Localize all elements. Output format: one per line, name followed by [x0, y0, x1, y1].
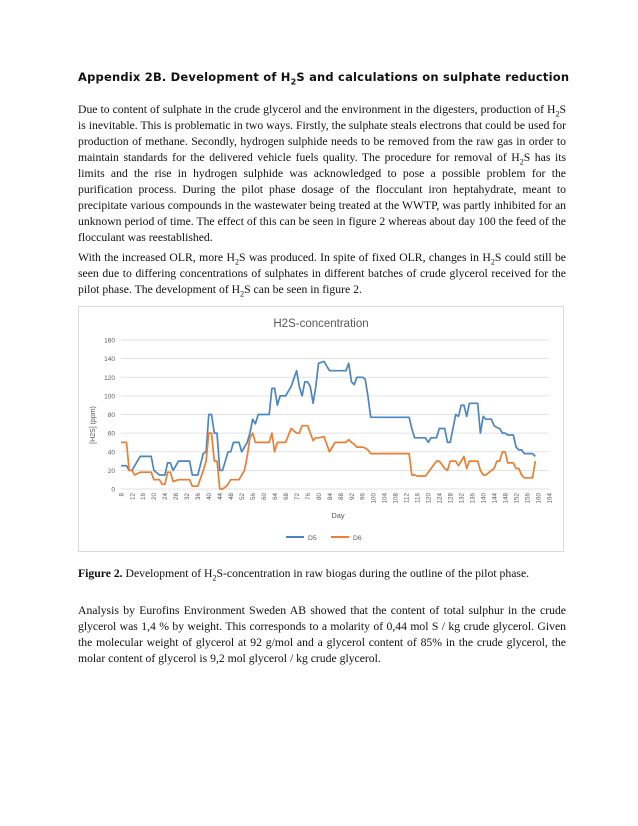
paragraph-sulphate-intro: Due to content of sulphate in the crude glycerol and the environment in the digesters, production of $H_2S$ is inevitable. This is problematic in two ways. Firstly, the sulphate steals electrons that could be used for production of methane. Secondly, hydrogen sulphide needs to be removed from the raw gas in order to maintain standards for the delivered vehicle fuels quality. The procedure for removal of $H_2S$ has its limits and the rise in hydrogen sulphide was acknowledged to pose a possible problem for the purification process. During the pilot phase dosage of the flocculant iron heptahydrate, meant to precipitate various compounds in the wastewater being treated at the WWTP, was partly inhibited for an unknown period of time. The effect of this can be seen in figure 2 whereas about day 100 the feed of the flocculant was reestablished.	[78, 103, 567, 244]
x-tick-label: 12	[129, 493, 137, 501]
appendix-heading: Appendix 2B. Development of $H_2S$ and calculations on sulphate reduction	[78, 70, 570, 87]
x-tick-label: 136	[469, 493, 477, 504]
x-tick-label: 80	[315, 493, 323, 501]
x-tick-label: 144	[491, 493, 499, 504]
y-tick-label: 80	[107, 412, 115, 419]
chart-title: H2S-concentration	[273, 318, 369, 330]
h2s-concentration-chart	[79, 307, 563, 551]
legend-label-d5: D5	[308, 535, 317, 542]
x-tick-label: 52	[239, 493, 247, 501]
x-tick-label: 156	[524, 493, 532, 504]
x-tick-label: 104	[381, 493, 389, 504]
x-tick-label: 56	[249, 493, 257, 501]
x-tick-label: 132	[458, 493, 466, 504]
x-tick-label: 64	[271, 493, 279, 501]
x-tick-label: 16	[140, 493, 148, 501]
x-tick-label: 100	[370, 493, 378, 504]
x-tick-label: 8	[118, 493, 126, 497]
x-tick-label: 96	[359, 493, 367, 501]
paragraph-eurofins-analysis: Analysis by Eurofins Environment Sweden AB showed that the content of total sulphur in the crude glycerol was 1,4 % by weight. This corresponds to a molarity of 0,44 mol S / kg crude glycerol. Given the molecular weight of glycerol at 92 g/mol and a glycerol content of 85% in the crude glycerol, the molar content of glycerol is 9,2 mol glycerol / kg crude glycerol.	[78, 604, 566, 665]
y-tick-label: 160	[104, 337, 115, 345]
y-tick-label: 140	[104, 356, 115, 364]
x-tick-label: 32	[184, 493, 192, 501]
x-tick-label: 116	[414, 493, 422, 504]
x-tick-label: 88	[337, 493, 345, 501]
x-tick-label: 128	[447, 493, 455, 504]
x-tick-label: 108	[392, 493, 400, 504]
x-tick-label: 140	[480, 493, 488, 504]
x-tick-label: 28	[173, 493, 181, 501]
x-tick-label: 36	[195, 493, 203, 501]
x-tick-label: 24	[162, 493, 170, 501]
x-tick-label: 84	[326, 493, 334, 501]
x-tick-label: 124	[436, 493, 444, 504]
figure-caption: Figure 2. Development of $H_2S$-concentration in raw biogas during the outline of the pilot phase.	[78, 567, 530, 583]
x-tick-label: 120	[425, 493, 433, 504]
x-tick-label: 20	[151, 493, 159, 501]
y-tick-label: 20	[107, 467, 115, 475]
x-tick-label: 76	[304, 493, 312, 501]
x-tick-label: 160	[535, 493, 543, 504]
x-tick-label: 44	[217, 493, 225, 501]
series-line-d5	[121, 361, 535, 475]
y-tick-label: 120	[104, 374, 115, 382]
y-tick-label: 40	[107, 449, 115, 457]
paragraph-olr-increase: With the increased OLR, more $H_2S$ was produced. In spite of fixed OLR, changes in $H_2S$ could still be seen due to differing concentrations of sulphates in different batches of crude glycerol received for the pilot phase. The development of $H_2S$ can be seen in figure 2.	[78, 251, 566, 299]
x-tick-label: 92	[348, 493, 356, 501]
series-line-d6	[121, 426, 535, 489]
x-tick-label: 112	[403, 493, 411, 504]
x-tick-label: 68	[282, 493, 290, 501]
x-tick-label: 148	[502, 493, 510, 504]
x-tick-label: 164	[546, 493, 554, 504]
h2s-chart-frame	[78, 306, 564, 552]
x-tick-label: 152	[513, 493, 521, 504]
x-tick-label: 40	[206, 493, 214, 501]
legend-label-d6: D6	[353, 535, 362, 542]
x-tick-label: 60	[260, 493, 268, 501]
y-tick-label: 100	[104, 393, 115, 401]
x-axis-label: Day	[331, 511, 345, 520]
x-tick-label: 48	[228, 493, 236, 501]
y-axis-label: [H2S] (ppm)	[90, 406, 97, 444]
y-tick-label: 60	[107, 430, 115, 438]
x-tick-label: 72	[293, 493, 301, 501]
y-tick-label: 0	[111, 486, 115, 494]
